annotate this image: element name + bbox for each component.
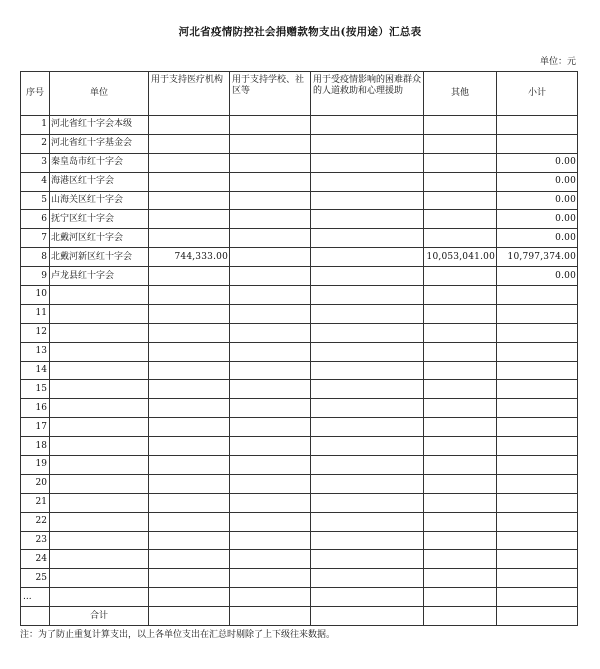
affected-cell bbox=[311, 531, 424, 550]
unit-cell: 抚宁区红十字会 bbox=[50, 210, 149, 229]
seq-cell: 2 bbox=[21, 134, 50, 153]
seq-cell: 18 bbox=[21, 437, 50, 456]
subtotal-cell bbox=[497, 399, 578, 418]
total-seq-cell bbox=[21, 607, 50, 626]
unit-cell: 山海关区红十字会 bbox=[50, 191, 149, 210]
affected-cell bbox=[311, 550, 424, 569]
other-cell bbox=[424, 550, 497, 569]
other-cell bbox=[424, 588, 497, 607]
seq-cell: 21 bbox=[21, 493, 50, 512]
unit-cell: 北戴河区红十字会 bbox=[50, 229, 149, 248]
affected-cell bbox=[311, 323, 424, 342]
subtotal-cell bbox=[497, 304, 578, 323]
table-row bbox=[21, 550, 578, 569]
unit-cell bbox=[50, 437, 149, 456]
table-row bbox=[21, 286, 578, 305]
table-row bbox=[21, 456, 578, 475]
table-row bbox=[21, 210, 578, 229]
school-cell bbox=[230, 361, 311, 380]
seq-cell: 9 bbox=[21, 267, 50, 286]
other-cell bbox=[424, 456, 497, 475]
school-cell bbox=[230, 456, 311, 475]
other-cell bbox=[424, 418, 497, 437]
other-cell: 10,053,041.00 bbox=[424, 248, 497, 267]
subtotal-cell bbox=[497, 380, 578, 399]
affected-cell bbox=[311, 153, 424, 172]
affected-cell bbox=[311, 229, 424, 248]
subtotal-cell bbox=[497, 588, 578, 607]
header-school: 用于支持学校、社区等 bbox=[230, 72, 311, 116]
unit-cell: 海港区红十字会 bbox=[50, 172, 149, 191]
subtotal-cell bbox=[497, 531, 578, 550]
table-row bbox=[21, 437, 578, 456]
seq-cell: 7 bbox=[21, 229, 50, 248]
affected-cell bbox=[311, 116, 424, 135]
unit-cell bbox=[50, 550, 149, 569]
affected-cell bbox=[311, 418, 424, 437]
affected-cell bbox=[311, 399, 424, 418]
header-other: 其他 bbox=[424, 72, 497, 116]
unit-cell: 河北省红十字基金会 bbox=[50, 134, 149, 153]
medical-cell bbox=[149, 474, 230, 493]
affected-cell bbox=[311, 267, 424, 286]
header-medical: 用于支持医疗机构 bbox=[149, 72, 230, 116]
school-cell bbox=[230, 191, 311, 210]
other-cell bbox=[424, 172, 497, 191]
other-cell bbox=[424, 210, 497, 229]
total-school-cell bbox=[230, 607, 311, 626]
affected-cell bbox=[311, 210, 424, 229]
unit-cell bbox=[50, 361, 149, 380]
subtotal-cell bbox=[497, 456, 578, 475]
seq-cell: 17 bbox=[21, 418, 50, 437]
school-cell bbox=[230, 550, 311, 569]
affected-cell bbox=[311, 172, 424, 191]
subtotal-cell bbox=[497, 286, 578, 305]
school-cell bbox=[230, 512, 311, 531]
medical-cell bbox=[149, 588, 230, 607]
medical-cell bbox=[149, 134, 230, 153]
header-affected: 用于受疫情影响的困难群众的人道救助和心理援助 bbox=[311, 72, 424, 116]
subtotal-cell bbox=[497, 116, 578, 135]
table-row bbox=[21, 153, 578, 172]
table-row bbox=[21, 569, 578, 588]
school-cell bbox=[230, 323, 311, 342]
unit-cell bbox=[50, 380, 149, 399]
school-cell bbox=[230, 380, 311, 399]
seq-cell: 8 bbox=[21, 248, 50, 267]
subtotal-cell: 10,797,374.00 bbox=[497, 248, 578, 267]
medical-cell bbox=[149, 191, 230, 210]
total-row bbox=[21, 607, 578, 626]
affected-cell bbox=[311, 569, 424, 588]
other-cell bbox=[424, 323, 497, 342]
unit-cell bbox=[50, 399, 149, 418]
other-cell bbox=[424, 512, 497, 531]
medical-cell bbox=[149, 342, 230, 361]
table-body bbox=[21, 116, 578, 607]
subtotal-cell bbox=[497, 134, 578, 153]
table-row bbox=[21, 474, 578, 493]
subtotal-cell bbox=[497, 493, 578, 512]
other-cell bbox=[424, 361, 497, 380]
other-cell bbox=[424, 437, 497, 456]
school-cell bbox=[230, 531, 311, 550]
school-cell bbox=[230, 210, 311, 229]
other-cell bbox=[424, 493, 497, 512]
medical-cell bbox=[149, 267, 230, 286]
other-cell bbox=[424, 191, 497, 210]
other-cell bbox=[424, 134, 497, 153]
table-row bbox=[21, 267, 578, 286]
unit-cell bbox=[50, 342, 149, 361]
medical-cell bbox=[149, 512, 230, 531]
medical-cell bbox=[149, 323, 230, 342]
subtotal-cell bbox=[497, 512, 578, 531]
table-row bbox=[21, 248, 578, 267]
footnote: 注：为了防止重复计算支出，以上各单位支出在汇总时剔除了上下级往来数据。 bbox=[20, 630, 336, 640]
table-row bbox=[21, 323, 578, 342]
table-row bbox=[21, 493, 578, 512]
seq-cell: 3 bbox=[21, 153, 50, 172]
subtotal-cell: 0.00 bbox=[497, 229, 578, 248]
medical-cell bbox=[149, 153, 230, 172]
other-cell bbox=[424, 399, 497, 418]
unit-cell bbox=[50, 512, 149, 531]
medical-cell bbox=[149, 418, 230, 437]
seq-cell: 15 bbox=[21, 380, 50, 399]
table-row bbox=[21, 134, 578, 153]
table-row bbox=[21, 512, 578, 531]
seq-cell: 23 bbox=[21, 531, 50, 550]
seq-cell: ... bbox=[21, 588, 50, 607]
table-row bbox=[21, 588, 578, 607]
table-row bbox=[21, 399, 578, 418]
school-cell bbox=[230, 172, 311, 191]
seq-cell: 5 bbox=[21, 191, 50, 210]
unit-cell bbox=[50, 588, 149, 607]
school-cell bbox=[230, 569, 311, 588]
unit-cell: 卢龙县红十字会 bbox=[50, 267, 149, 286]
seq-cell: 22 bbox=[21, 512, 50, 531]
unit-cell: 秦皇岛市红十字会 bbox=[50, 153, 149, 172]
school-cell bbox=[230, 418, 311, 437]
total-other-cell bbox=[424, 607, 497, 626]
subtotal-cell bbox=[497, 437, 578, 456]
medical-cell bbox=[149, 399, 230, 418]
affected-cell bbox=[311, 474, 424, 493]
medical-cell bbox=[149, 172, 230, 191]
subtotal-cell bbox=[497, 569, 578, 588]
school-cell bbox=[230, 286, 311, 305]
unit-cell bbox=[50, 569, 149, 588]
affected-cell bbox=[311, 493, 424, 512]
school-cell bbox=[230, 304, 311, 323]
other-cell bbox=[424, 153, 497, 172]
medical-cell bbox=[149, 493, 230, 512]
medical-cell bbox=[149, 531, 230, 550]
seq-cell: 6 bbox=[21, 210, 50, 229]
medical-cell bbox=[149, 116, 230, 135]
other-cell bbox=[424, 531, 497, 550]
currency-unit-label: 单位：元 bbox=[539, 57, 576, 67]
header-seq: 序号 bbox=[21, 72, 50, 116]
unit-cell bbox=[50, 323, 149, 342]
subtotal-cell bbox=[497, 474, 578, 493]
medical-cell bbox=[149, 304, 230, 323]
header-subtotal: 小计 bbox=[497, 72, 578, 116]
subtotal-cell: 0.00 bbox=[497, 172, 578, 191]
seq-cell: 19 bbox=[21, 456, 50, 475]
affected-cell bbox=[311, 342, 424, 361]
header-unit: 单位 bbox=[50, 72, 149, 116]
unit-cell bbox=[50, 531, 149, 550]
subtotal-cell bbox=[497, 361, 578, 380]
affected-cell bbox=[311, 361, 424, 380]
total-label: 合计 bbox=[50, 607, 149, 626]
affected-cell bbox=[311, 456, 424, 475]
seq-cell: 24 bbox=[21, 550, 50, 569]
subtotal-cell bbox=[497, 342, 578, 361]
table-row bbox=[21, 342, 578, 361]
table-row bbox=[21, 229, 578, 248]
school-cell bbox=[230, 134, 311, 153]
school-cell bbox=[230, 267, 311, 286]
affected-cell bbox=[311, 304, 424, 323]
total-subtotal-cell bbox=[497, 607, 578, 626]
donation-expenditure-table bbox=[20, 71, 578, 626]
seq-cell: 1 bbox=[21, 116, 50, 135]
subtotal-cell bbox=[497, 418, 578, 437]
medical-cell bbox=[149, 456, 230, 475]
seq-cell: 20 bbox=[21, 474, 50, 493]
seq-cell: 25 bbox=[21, 569, 50, 588]
affected-cell bbox=[311, 248, 424, 267]
medical-cell bbox=[149, 437, 230, 456]
other-cell bbox=[424, 116, 497, 135]
other-cell bbox=[424, 569, 497, 588]
total-affected-cell bbox=[311, 607, 424, 626]
affected-cell bbox=[311, 588, 424, 607]
medical-cell bbox=[149, 361, 230, 380]
medical-cell bbox=[149, 569, 230, 588]
subtotal-cell bbox=[497, 550, 578, 569]
table-row bbox=[21, 116, 578, 135]
affected-cell bbox=[311, 380, 424, 399]
seq-cell: 16 bbox=[21, 399, 50, 418]
other-cell bbox=[424, 380, 497, 399]
other-cell bbox=[424, 286, 497, 305]
table-title: 河北省疫情防控社会捐赠款物支出(按用途）汇总表 bbox=[178, 26, 422, 38]
medical-cell bbox=[149, 229, 230, 248]
header-row bbox=[21, 72, 578, 116]
other-cell bbox=[424, 342, 497, 361]
unit-cell: 河北省红十字会本级 bbox=[50, 116, 149, 135]
medical-cell bbox=[149, 550, 230, 569]
table-row bbox=[21, 418, 578, 437]
school-cell bbox=[230, 474, 311, 493]
subtotal-cell: 0.00 bbox=[497, 210, 578, 229]
seq-cell: 10 bbox=[21, 286, 50, 305]
seq-cell: 4 bbox=[21, 172, 50, 191]
table-row bbox=[21, 361, 578, 380]
subtotal-cell bbox=[497, 323, 578, 342]
school-cell bbox=[230, 437, 311, 456]
unit-cell bbox=[50, 493, 149, 512]
school-cell bbox=[230, 248, 311, 267]
affected-cell bbox=[311, 134, 424, 153]
seq-cell: 12 bbox=[21, 323, 50, 342]
unit-cell bbox=[50, 304, 149, 323]
subtotal-cell: 0.00 bbox=[497, 153, 578, 172]
table-row bbox=[21, 380, 578, 399]
medical-cell bbox=[149, 286, 230, 305]
unit-cell: 北戴河新区红十字会 bbox=[50, 248, 149, 267]
unit-cell bbox=[50, 418, 149, 437]
table-row bbox=[21, 304, 578, 323]
unit-cell bbox=[50, 474, 149, 493]
affected-cell bbox=[311, 437, 424, 456]
table-row bbox=[21, 531, 578, 550]
other-cell bbox=[424, 304, 497, 323]
school-cell bbox=[230, 116, 311, 135]
school-cell bbox=[230, 153, 311, 172]
seq-cell: 14 bbox=[21, 361, 50, 380]
other-cell bbox=[424, 267, 497, 286]
total-medical-cell bbox=[149, 607, 230, 626]
other-cell bbox=[424, 229, 497, 248]
unit-cell bbox=[50, 286, 149, 305]
school-cell bbox=[230, 399, 311, 418]
subtotal-cell: 0.00 bbox=[497, 191, 578, 210]
medical-cell bbox=[149, 210, 230, 229]
school-cell bbox=[230, 493, 311, 512]
table-row bbox=[21, 172, 578, 191]
medical-cell: 744,333.00 bbox=[149, 248, 230, 267]
table-row bbox=[21, 191, 578, 210]
school-cell bbox=[230, 229, 311, 248]
school-cell bbox=[230, 588, 311, 607]
school-cell bbox=[230, 342, 311, 361]
affected-cell bbox=[311, 286, 424, 305]
seq-cell: 11 bbox=[21, 304, 50, 323]
affected-cell bbox=[311, 191, 424, 210]
unit-cell bbox=[50, 456, 149, 475]
affected-cell bbox=[311, 512, 424, 531]
subtotal-cell: 0.00 bbox=[497, 267, 578, 286]
seq-cell: 13 bbox=[21, 342, 50, 361]
medical-cell bbox=[149, 380, 230, 399]
other-cell bbox=[424, 474, 497, 493]
